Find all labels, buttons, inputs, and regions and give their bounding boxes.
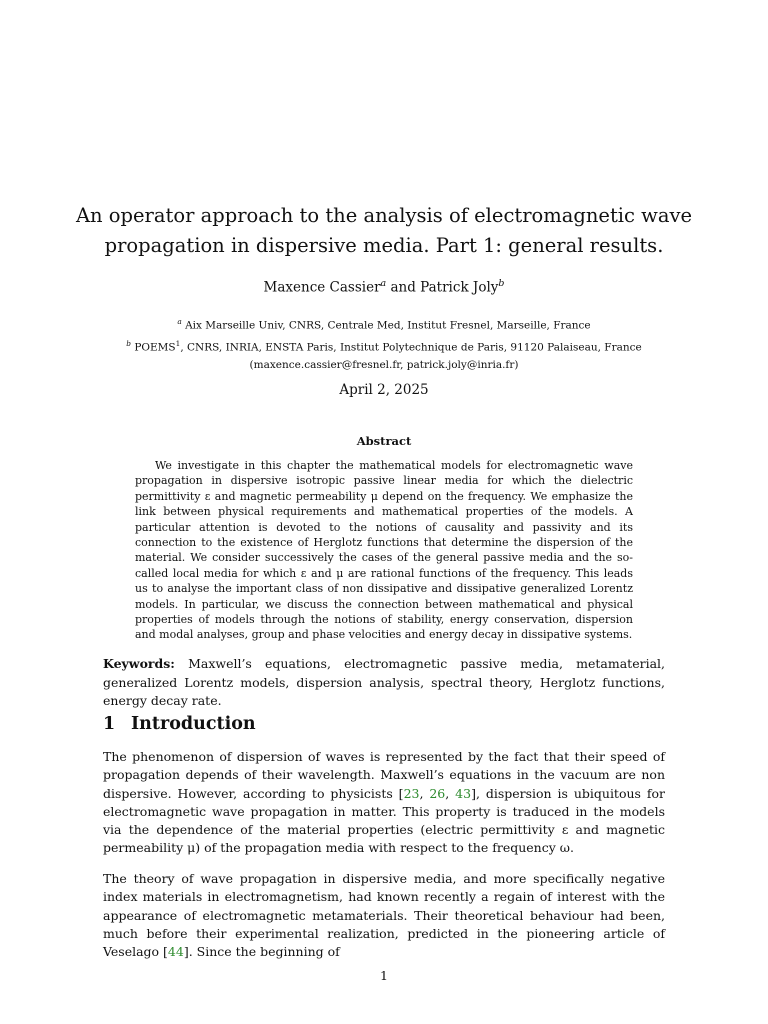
- paper-date: April 2, 2025: [339, 382, 429, 398]
- citation-separator: ,: [419, 785, 430, 801]
- paragraph-text: The phenomenon of dispersion of waves is represented by the fact that their speed of propagation depends of their wavelength. Maxwell’s equations in the vacuum are non dispersive. However, according to physicists [: [103, 749, 665, 801]
- author-emails: (maxence.cassier@fresnel.fr, patrick.joly@inria.fr): [249, 359, 519, 371]
- abstract-heading: Abstract: [356, 434, 412, 448]
- author-line: [0, 274, 768, 298]
- paragraph-text: The theory of wave propagation in dispersive media, and more specifically negative index materials in electromagnetism, had known recently a regain of interest with the appearance of electromagnetic metamaterials. Their theoretical behaviour had been, much before their experimental realization, predicted in the pioneering article of Veselago [: [103, 871, 665, 960]
- section-number: 1: [103, 714, 116, 734]
- section-title: Introduction: [131, 714, 256, 734]
- affiliation-a-text: Aix Marseille Univ, CNRS, Centrale Med, Institut Fresnel, Marseille, France: [185, 319, 591, 332]
- citation-link-23[interactable]: 23: [403, 785, 420, 801]
- citation-link-43[interactable]: 43: [455, 785, 472, 801]
- keywords-text: Maxwell’s equations, electromagnetic passive media, metamaterial, generalized Lorentz models, dispersion analysis, spectral theory, Herglotz functions, energy decay rate.: [103, 656, 669, 708]
- author-joly: Patrick Joly: [420, 279, 499, 296]
- affiliations: [0, 313, 768, 374]
- affiliation-b-mark: b: [126, 338, 131, 348]
- section-heading-introduction: [103, 712, 665, 736]
- keywords: [103, 655, 669, 711]
- footnote-mark: 1: [175, 338, 181, 348]
- affiliation-b: [0, 335, 768, 357]
- intro-paragraph-2: [103, 870, 665, 961]
- title-line-1: An operator approach to the analysis of electromagnetic wave: [75, 204, 693, 227]
- author-conjunction: and: [386, 279, 421, 296]
- paragraph-text: ], dispersion is ubiquitous for electromagnetic wave propagation in matter. This property is traduced in the models via the dependence of the material properties (electric permittivity ε and magnetic permeability μ) of the propagation media with respect to the frequency ω.: [103, 785, 665, 856]
- author-cassier-affil-mark: a: [380, 278, 387, 289]
- affiliation-b-org: POEMS: [134, 341, 176, 353]
- affiliation-b-text: , CNRS, INRIA, ENSTA Paris, Institut Polytechnique de Paris, 91120 Palaiseau, France: [180, 341, 642, 353]
- citation-link-26[interactable]: 26: [429, 785, 446, 801]
- paragraph-text: ]. Since the beginning of: [183, 944, 340, 960]
- author-cassier: Maxence Cassier: [263, 279, 381, 296]
- keywords-label: Keywords:: [103, 656, 175, 671]
- paper-title: [60, 201, 708, 261]
- abstract-text: We investigate in this chapter the mathematical models for electromagnetic wave propagation in dispersive isotropic passive linear media for which the dielectric permittivity ε and magnetic permeability μ depend on the frequency. We emphasize the link between physical requirements and mathematical properties of the models. A particular attention is devoted to the notions of causality and passivity and its connection to the existence of Herglotz functions that determine the dispersion of the material. We consider successively the cases of the general passive media and the so-called local media for which ε and μ are rational functions of the frequency. This leads us to analyse the important class of non dissipative and dissipative generalized Lorentz models. In particular, we discuss the connection between mathematical and physical properties of models through the notions of stability, energy conservation, dispersion and modal analyses, group and phase velocities and energy decay in dissipative systems.: [135, 459, 633, 642]
- author-joly-affil-mark: b: [498, 278, 505, 289]
- page-number: 1: [380, 968, 388, 983]
- affiliation-a: [0, 313, 768, 335]
- citation-separator: ,: [445, 785, 456, 801]
- title-line-2: propagation in dispersive media. Part 1: general results.: [104, 234, 664, 257]
- citation-link-44[interactable]: 44: [167, 944, 184, 960]
- affiliation-a-mark: a: [177, 317, 182, 326]
- intro-paragraph-1: [103, 748, 665, 858]
